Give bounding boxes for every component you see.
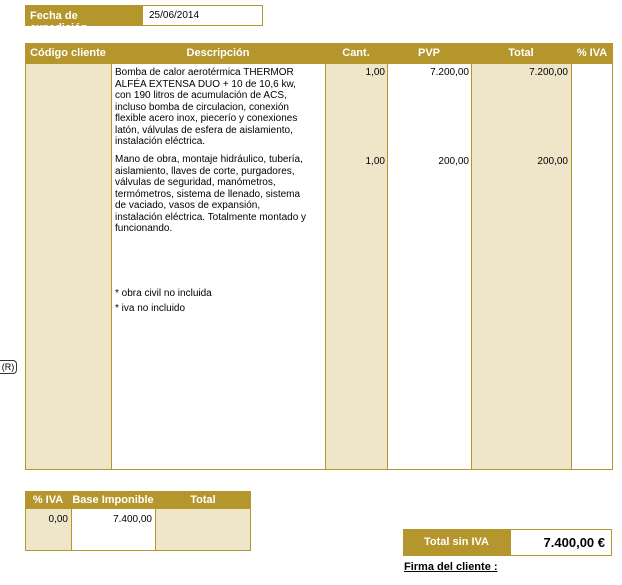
col-header-descripcion: Descripción bbox=[186, 47, 250, 59]
col-pvp-body bbox=[387, 64, 471, 470]
col-codigo-body bbox=[25, 64, 111, 470]
total-sin-iva-value: 7.400,00 € bbox=[510, 529, 612, 556]
col-header-codigo: Código cliente bbox=[30, 47, 106, 59]
iva-col-header-iva: % IVA bbox=[32, 494, 64, 506]
firma-cliente-label: Firma del cliente : bbox=[404, 561, 498, 573]
col-cant-body bbox=[325, 64, 387, 470]
fecha-expedicion-value: 25/06/2014 bbox=[142, 5, 263, 26]
col-header-cant: Cant. bbox=[342, 47, 370, 59]
row-1-pvp: 7.200,00 bbox=[430, 67, 469, 78]
row-2-pvp: 200,00 bbox=[438, 156, 469, 167]
col-header-iva: % IVA bbox=[576, 47, 608, 59]
total-sin-iva-label: Total sin IVA bbox=[403, 529, 510, 556]
iva-cell-base bbox=[71, 509, 155, 550]
iva-table-header bbox=[25, 491, 251, 509]
row-2-total: 200,00 bbox=[537, 156, 568, 167]
row-1-cant: 1,00 bbox=[365, 67, 385, 78]
iva-cell-total bbox=[155, 509, 251, 550]
iva-value: 0,00 bbox=[48, 514, 68, 525]
registered-mark: (R) bbox=[0, 360, 17, 374]
fecha-expedicion-label: Fecha de expedición bbox=[25, 5, 142, 26]
col-total-body bbox=[471, 64, 571, 470]
base-imponible-value: 7.400,00 bbox=[113, 514, 152, 525]
col-header-pvp: PVP bbox=[417, 47, 440, 59]
iva-col-header-total: Total bbox=[190, 494, 216, 506]
col-iva-body bbox=[571, 64, 613, 470]
row-2-descripcion: Mano de obra, montaje hidráulico, tubería, aislamiento, llaves de corte, purgadores, válvulas de seguridad, manómetros, termómetros, sistema de llenado, sistema de vaciado, vasos de expansión, instalación eléctrica. Totalmente montado y funcionando. bbox=[115, 154, 307, 234]
row-1-total: 7.200,00 bbox=[529, 67, 568, 78]
row-1-descripcion: Bomba de calor aerotérmica THERMOR ALFÉA EXTENSA DUO + 10 de 10,6 kw, con 190 litros de acumulación de ACS, incluso bomba de circulacion, conexión flexible acero inox, piecerío y conexiones latón, válvulas de esfera de aislamiento, instalación eléctrica. bbox=[115, 67, 298, 147]
col-header-total: Total bbox=[508, 47, 534, 59]
iva-cell-iva bbox=[25, 509, 71, 550]
note-obra-civil: * obra civil no incluida bbox=[115, 288, 212, 299]
table-header bbox=[25, 43, 613, 64]
iva-col-header-base: Base Imponible bbox=[72, 494, 154, 506]
note-iva: * iva no incluido bbox=[115, 303, 186, 314]
iva-table-body bbox=[25, 509, 251, 551]
row-2-cant: 1,00 bbox=[365, 156, 385, 167]
